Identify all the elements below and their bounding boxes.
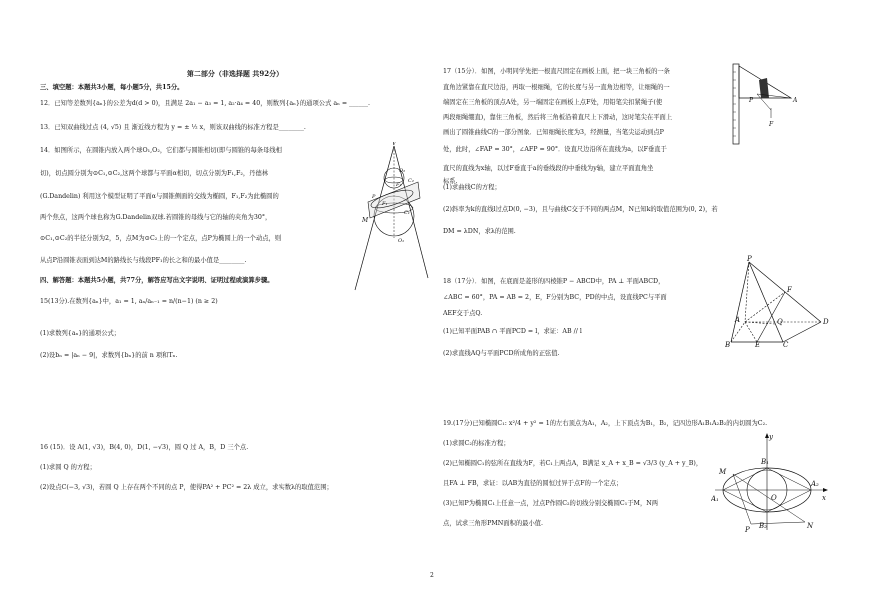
pyramid-label: Q [777,318,783,326]
cone-label: F₂ [396,182,402,188]
question-17-line: 直尺的直线为x轴，以过F垂直于a的垂线段的中垂线为y轴，建立平面直角坐 [443,165,654,172]
question-15: 15(13分).在数列{aₙ}中，a₁ = 1, aₙ/aₙ₋₁ = n/(n−1) (n ≥ 2) [40,298,218,305]
ruler-label: F [769,121,774,128]
ruler-label: P [749,97,754,104]
question-14-line: ⊙C₁,⊙C₂的半径分别为2，5，点M为⊙C₂上的一个定点，点P为椭圆上的一个动点，则 [40,235,282,242]
cone-label: P [372,194,376,200]
question-14-line: 14．如图所示，在圆锥内放入两个球O₁,O₂，它们都与圆锥相切(即与圆锥的每条母线相 [40,147,282,154]
question-17-line: 直角边紧靠在直尺边沿，再取一根细绳，它的长度与另一直角边相等，让细绳的一 [443,84,670,91]
cone-label: M [362,217,369,224]
question-16: 16 (15)．设 A(1, √3)，B(4, 0)，D(1, −√3)，圆 Q 过 A，B，D 三个点. [40,444,249,451]
question-17-part-1: (1)求曲线C的方程； [443,184,501,191]
question-19-line: 且FA ⊥ FB，求证：以AB为直径的圆恒过异于点F的一个定点； [443,480,623,487]
question-16-part-2: (2)设点C(−3, √3)，若圆 Q 上存在两个不同的点 P，使得PA² + PC² = 2λ 成立，求实数λ的取值范围； [40,484,333,491]
pyramid-label: P [747,255,752,263]
ellipse-label: x [822,494,826,502]
question-17-line: 17（15分）．如图，小明同学先把一根直尺固定在画板上面，把一块三角板的一条 [443,68,670,75]
question-12: 12．已知等差数列{aₙ}的公差为d(d > 0)，且满足 2a₁ − a₃ = 1, a₂·a₄ = 40，则数列{aₙ}的通项公式 aₙ = ______. [40,100,371,107]
question-14-line: (G.Dandelin) 利用这个模型证明了平面α与圆锥侧面的交线为椭圆，F₁,F₂为此椭圆的 [40,193,279,200]
page-number: 2 [430,572,434,579]
ellipse-figure [711,432,829,532]
question-17-line: 画出了圆锥曲线C的一部分图象．已知细绳长度为3，经测量，当笔尖运动到点P [443,129,664,136]
cone-label: O₂ [399,168,406,174]
pyramid-label: C [783,341,789,348]
question-17-line: 处，此时，∠FAP = 30°，∠AFP = 90°．设直尺边沿所在直线为a，以F垂直于 [443,146,667,153]
question-19-part-2: (2)已知椭圆C₁的弦所在直线为F，若C₁上两点A，B满足 x_A + x_B = √3/3 (y_A + y_B)， [443,460,703,467]
question-17-line: 标系. [443,178,458,185]
question-17-part-2: (2)斜率为k的直线l过点D(0, −3)，且与曲线C交于不同的两点M，N已知k的取值范围为(0, 2)，若 [443,206,718,213]
ellipse-label: y [769,433,773,441]
cone-label: O₁ [398,238,405,244]
cone-label: V [392,142,397,147]
ellipse-label: M [719,468,727,476]
question-19-line: 点，试求三角形PMN面积的最小值. [443,520,544,527]
ellipse-label: A₂ [811,480,819,488]
ellipse-label: B₂ [759,522,767,530]
pyramid-figure [725,254,835,348]
question-14-line: 切)，切点圆分别为⊙C₁,⊙C₂,这两个球都与平面α相切，切点分别为F₁,F₂，丹德林 [40,170,269,177]
question-14-line: 从点P沿圆锥表面到达M的路线长与线段PF₁的长之和的最小值是________. [40,257,247,264]
pyramid-label: B [725,341,731,348]
pyramid-label: D [823,318,829,326]
pyramid-label: A [735,316,741,324]
question-15-part-2: (2)设bₙ = |aₙ − 9|，求数列{bₙ}的前 n 项和Tₙ. [40,352,178,359]
ellipse-label: P [745,526,750,532]
ellipse-label: O [771,494,777,502]
question-18-line: 18（17分）．如图，在底面是菱形的四棱锥P − ABCD中，PA ⊥ 平面ABCD， [443,278,665,285]
question-18-line: ∠ABC = 60°，PA = AB = 2，E，F分别为BC，PD的中点，设直线PC与平面 [443,294,667,301]
section-4-heading: 四、解答题：本题共5小题，共77分，解答应写出文字说明、证明过程或演算步骤。 [40,277,274,284]
ellipse-label: N [807,522,814,530]
section-3-heading: 三、填空题：本题共3小题，每小题5分，共15分。 [40,84,184,91]
question-18-part-2: (2)求直线AQ与平面PCD所成角的正弦值. [443,350,560,357]
question-17-line: DM = λDN，求λ的范围. [443,228,516,235]
pyramid-label: F [787,286,792,294]
question-14-line: 两个焦点，这两个球也称为G.Dandelin双球.若圆锥的母线与它的轴的夹角为30°， [40,214,272,221]
cone-label: C₂ [408,178,414,184]
question-19-part-3: (3)已知P为椭圆C₁上任意一点，过点P作圆C₂的切线分别交椭圆C₁于M，N两 [443,500,659,507]
part-title: 第二部分（非选择题 共92分） [186,69,284,78]
cone-figure [352,142,430,292]
question-17-line: 两段细绳绷直)，靠住三角板，然后将三角板沿着直尺上下滑动，这时笔尖在平面上 [443,114,673,121]
question-17-line: 端固定在三角板的顶点A处，另一端固定在画板上点F处，用铅笔尖扣紧绳子(使 [443,99,663,106]
cone-label: F₁ [382,201,388,207]
question-19-part-1: (1)求圆C₂的标准方程； [443,440,510,447]
pyramid-label: E [755,341,761,348]
question-18-part-1: (1)已知平面PAB ∩ 平面PCD = l，求证：AB // l [443,328,582,335]
ruler-triangle-figure [731,62,835,148]
ruler-label: A [793,97,798,104]
ellipse-label: B₁ [761,458,769,466]
question-13: 13．已知双曲线过点 (4, √5) 且 渐近线方程为 y = ± ½ x，则该双曲线的标准方程是________. [40,124,306,131]
question-15-part-1: (1)求数列{aₙ}的通项公式； [40,330,121,337]
cone-label: C₁ [404,210,410,216]
question-16-part-1: (1)求圆 Q 的方程； [40,464,96,471]
question-18-line: AEF交于点Q. [443,310,483,317]
question-19-line: 19.(17分)已知椭圆C₁: x²/4 + y² = 1的左右顶点为A₁，A₂，上下顶点为B₁，B₂，记四边形A₁B₁A₂B₂的内切圆为C₂. [443,420,768,427]
ellipse-label: A₁ [711,495,719,503]
